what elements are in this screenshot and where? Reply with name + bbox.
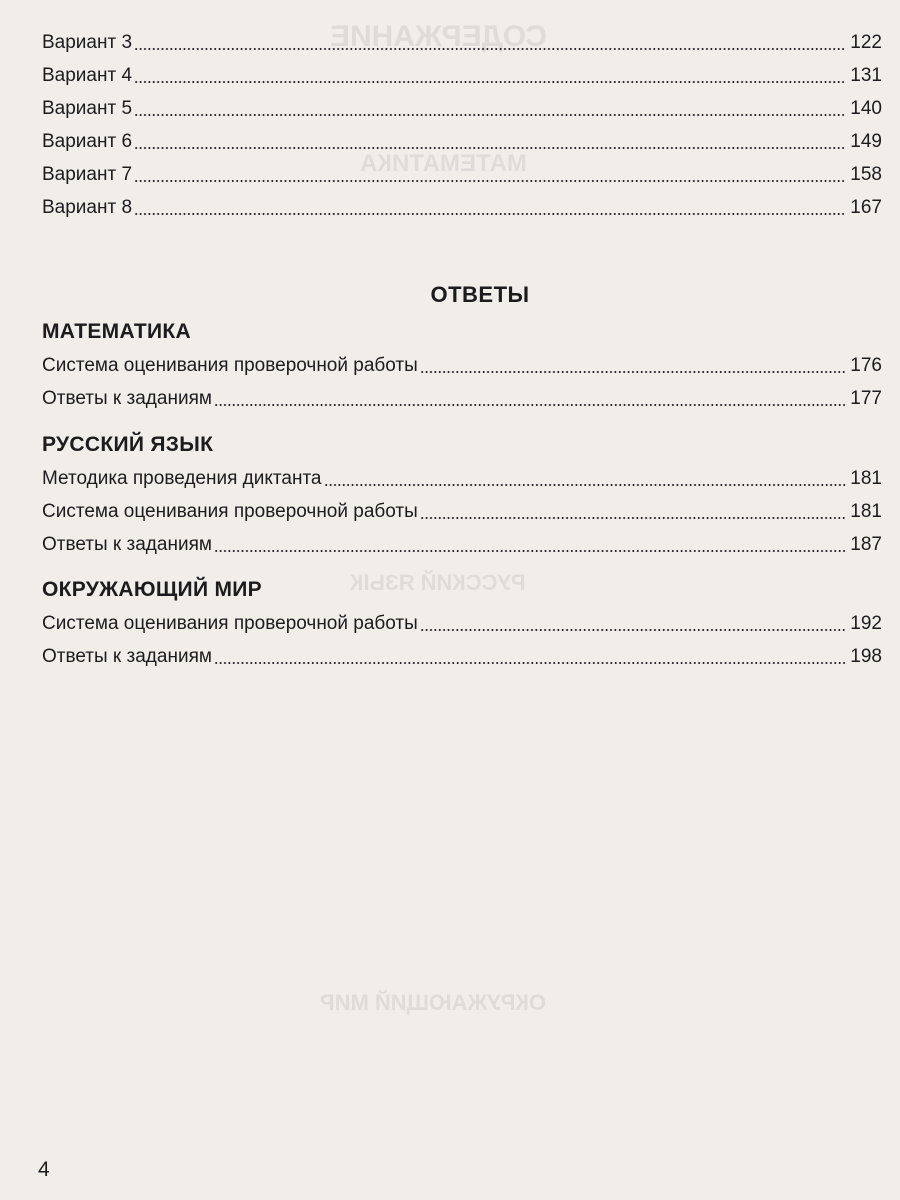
- toc-entry-page: 140: [850, 98, 882, 119]
- toc-entry-label: Вариант 7: [42, 164, 133, 185]
- dot-leader: [420, 371, 847, 373]
- dot-leader: [214, 404, 846, 406]
- toc-entry-russian-answers[interactable]: [42, 530, 882, 560]
- toc-entry-page: 181: [850, 501, 882, 522]
- toc-entry-page: 131: [850, 65, 882, 86]
- dot-leader: [420, 517, 847, 519]
- toc-entry-russian-grading[interactable]: [42, 497, 882, 527]
- toc-entry-page: 122: [850, 32, 882, 53]
- toc-entry-variant-4[interactable]: [42, 61, 882, 91]
- toc-entry-label: Ответы к заданиям: [42, 388, 212, 409]
- toc-entry-page: 176: [850, 355, 882, 376]
- dot-leader: [214, 550, 846, 552]
- toc-entry-world-grading[interactable]: [42, 609, 882, 639]
- toc-entry-label: Вариант 8: [42, 197, 133, 218]
- answers-heading: ОТВЕТЫ: [430, 282, 530, 307]
- toc-entry-label: Вариант 3: [42, 32, 133, 53]
- show-through: ОКРУЖАЮЩИЙ МИР: [320, 990, 547, 1015]
- toc-entry-page: 187: [850, 534, 882, 555]
- toc-entry-page: 149: [850, 131, 882, 152]
- section-title-math: МАТЕМАТИКА: [42, 320, 191, 343]
- toc-entry-page: 177: [850, 388, 882, 409]
- toc-entry-page: 198: [850, 646, 882, 667]
- toc-entry-variant-8[interactable]: [42, 193, 882, 223]
- toc-entry-math-grading[interactable]: [42, 351, 882, 381]
- dot-leader: [214, 662, 846, 664]
- toc-entry-russian-dictation[interactable]: [42, 464, 882, 494]
- toc-entry-page: 158: [850, 164, 882, 185]
- section-title-world: ОКРУЖАЮЩИЙ МИР: [42, 578, 262, 601]
- toc-entry-variant-5[interactable]: [42, 94, 882, 124]
- toc-entry-label: Вариант 4: [42, 65, 133, 86]
- toc-entry-page: 192: [850, 613, 882, 634]
- dot-leader: [134, 147, 846, 149]
- section-title-russian: РУССКИЙ ЯЗЫК: [42, 433, 214, 456]
- toc-entry-label: Ответы к заданиям: [42, 646, 212, 667]
- toc-entry-variant-3[interactable]: [42, 28, 882, 58]
- toc-entry-label: Система оценивания проверочной работы: [42, 501, 418, 522]
- show-through: РУССКИЙ ЯЗЫК: [350, 570, 526, 595]
- dot-leader: [134, 180, 846, 182]
- toc-entry-label: Вариант 5: [42, 98, 133, 119]
- dot-leader: [134, 114, 846, 116]
- toc-entry-label: Вариант 6: [42, 131, 133, 152]
- toc-entry-math-answers[interactable]: [42, 384, 882, 414]
- dot-leader: [134, 48, 846, 50]
- show-through: СОДЕРЖАНИЕ: [330, 20, 547, 53]
- toc-entry-label: Ответы к заданиям: [42, 534, 212, 555]
- toc-entry-world-answers[interactable]: [42, 642, 882, 672]
- dot-leader: [134, 81, 846, 83]
- show-through: МАТЕМАТИКА: [360, 150, 527, 177]
- toc-entry-page: 181: [850, 468, 882, 489]
- toc-entry-label: Система оценивания проверочной работы: [42, 355, 418, 376]
- toc-entry-page: 167: [850, 197, 882, 218]
- toc-entry-variant-6[interactable]: [42, 127, 882, 157]
- page-number: 4: [38, 1158, 50, 1181]
- dot-leader: [324, 484, 847, 486]
- dot-leader: [134, 213, 846, 215]
- toc-entry-variant-7[interactable]: [42, 160, 882, 190]
- toc-entry-label: Система оценивания проверочной работы: [42, 613, 418, 634]
- dot-leader: [420, 629, 847, 631]
- toc-entry-label: Методика проведения диктанта: [42, 468, 322, 489]
